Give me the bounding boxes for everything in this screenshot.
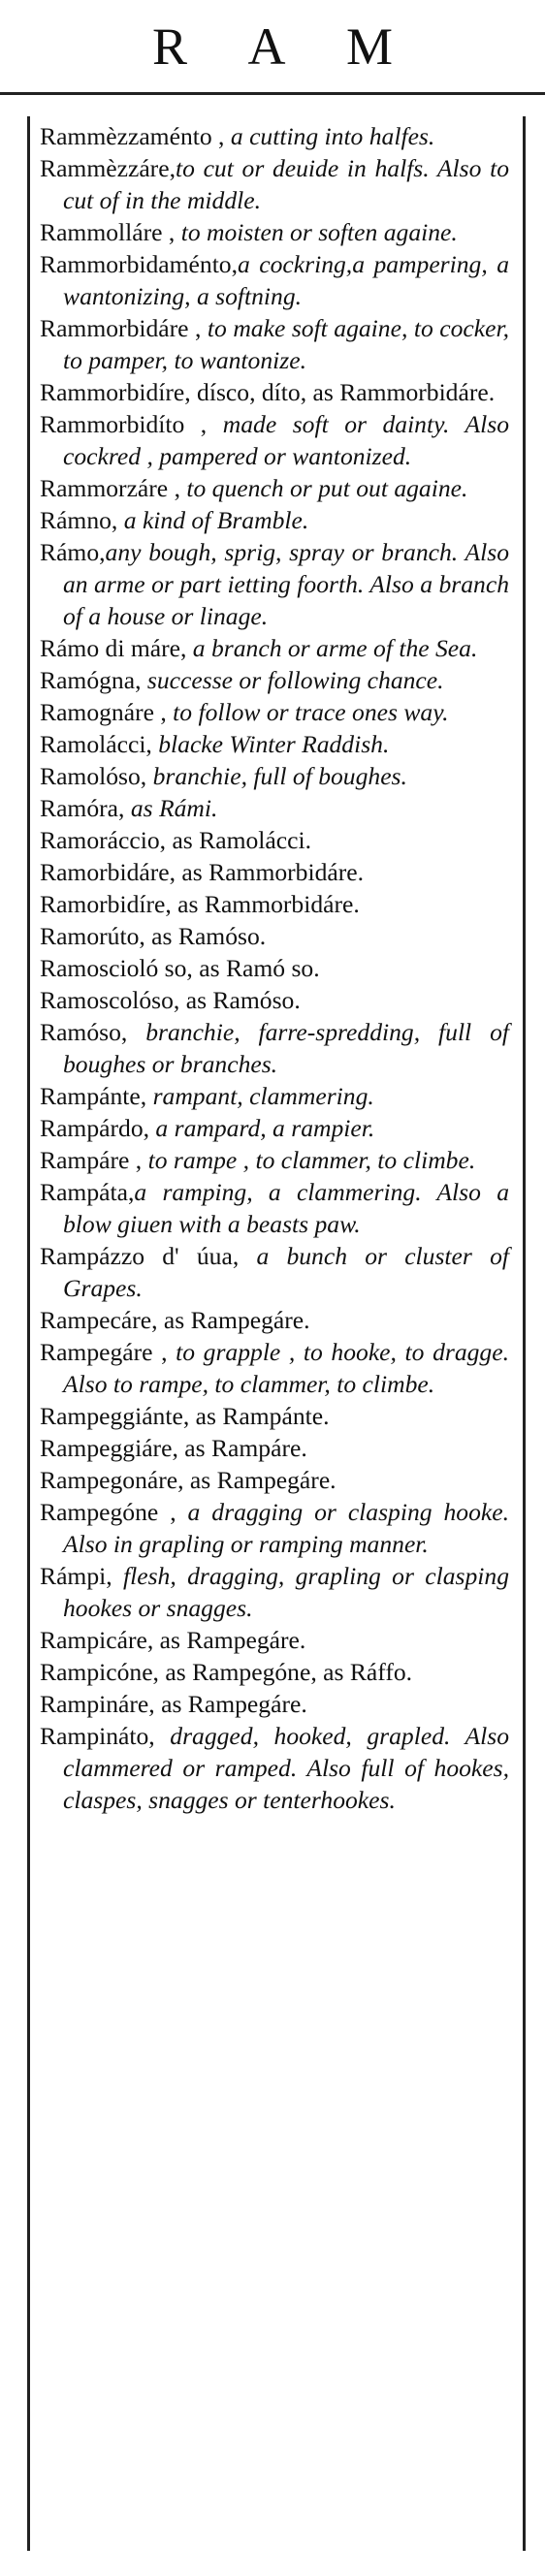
dictionary-entry [40,664,509,696]
entry-definition: to follow or trace ones way. [166,698,449,726]
entry-headword: Rampegáre , [40,1338,168,1366]
dictionary-entry [40,1720,509,1816]
entry-headword: Ramognáre , [40,698,167,726]
dictionary-entry [40,408,509,472]
entry-headword: Rámo, [40,538,106,566]
entry-headword: Rámo di máre, [40,634,187,662]
page-header [0,0,545,95]
entry-definition: a rampard, a rampier. [149,1114,375,1142]
dictionary-entry [40,1112,509,1144]
entry-headword: Rampázzo d' úua, [40,1242,240,1270]
entry-headword: Ramoráccio, as Ramolácci. [40,826,311,854]
dictionary-entry [40,248,509,312]
entry-headword: Rammorbidaménto, [40,250,239,278]
entry-definition: a bunch or cluster of Grapes. [63,1242,509,1302]
entry-headword: Ramorbidíre, as Rammorbidáre. [40,890,360,918]
dictionary-entry [40,1624,509,1656]
dictionary-entry [40,952,509,984]
entry-definition: to grapple , to hooke, to dragge. Also to rampe, to clammer, to climbe. [63,1338,509,1398]
entry-headword: Rammorzáre , [40,474,180,502]
entry-definition: a ramping, a clammering. Also a blow giuen with a beasts paw. [63,1178,509,1238]
dictionary-entry [40,1560,509,1624]
dictionary-entry [40,632,509,664]
entry-headword: Ramorúto, as Ramóso. [40,922,267,950]
dictionary-entry [40,152,509,216]
dictionary-entry [40,1464,509,1496]
entry-headword: Rammolláre , [40,218,176,246]
dictionary-entry [40,888,509,920]
entry-headword: Rampeggiáre, as Rampáre. [40,1434,307,1462]
dictionary-entry [40,1176,509,1240]
entry-definition: a branch or arme of the Sea. [186,634,478,662]
dictionary-entry [40,728,509,760]
dictionary-entry [40,984,509,1016]
entry-headword: Ramóso, [40,1018,128,1046]
entry-headword: Rampináre, as Rampegáre. [40,1690,307,1718]
entry-definition: a cutting into halfes. [224,122,435,150]
dictionary-entry [40,536,509,632]
entry-headword: Ramógna, [40,666,142,694]
entry-headword: Ramoscolóso, as Ramóso. [40,986,301,1014]
entry-headword: Rampegóne , [40,1498,176,1526]
entry-definition: a kind of Bramble. [117,506,309,534]
entry-definition: as Rámi. [124,794,218,822]
dictionary-entry [40,920,509,952]
entry-headword: Ramorbidáre, as Rammorbidáre. [40,858,365,886]
entry-definition: rampant, clammering. [146,1082,374,1110]
entry-headword: Rampáta, [40,1178,135,1206]
dictionary-entry [40,1144,509,1176]
dictionary-entry [40,1240,509,1304]
dictionary-entry [40,1400,509,1432]
entry-headword: Ramolácci, [40,730,152,758]
dictionary-entry [40,376,509,408]
entry-headword: Rámpi, [40,1562,112,1590]
dictionary-entry [40,120,509,152]
entry-definition: made soft or dainty. Also cockred , pampered or wantonized. [63,410,509,470]
entry-headword: Ramóra, [40,794,125,822]
entry-definition: branchie, full of boughes. [146,762,407,790]
entry-headword: Ramoscioló so, as Ramó so. [40,954,320,982]
dictionary-entry [40,792,509,824]
entry-headword: Rámno, [40,506,118,534]
dictionary-entry [40,472,509,504]
dictionary-entry [40,696,509,728]
entry-headword: Rammorbidíre, dísco, díto, as Rammorbidáre. [40,378,496,406]
dictionary-entry [40,1656,509,1688]
dictionary-entry [40,1336,509,1400]
entry-definition: a dragging or clasping hooke. Also in grapling or ramping manner. [63,1498,510,1558]
entry-headword: Rampicáre, as Rampegáre. [40,1626,306,1654]
entry-headword: Rampáre , [40,1146,143,1174]
dictionary-entry [40,1080,509,1112]
entry-headword: Rammorbidíto , [40,410,208,438]
entry-headword: Rampicóne, as Rampegóne, as Ráffo. [40,1658,413,1686]
dictionary-entry [40,216,509,248]
entry-definition: to cut or deuide in halfs. Also to cut of in the middle. [63,154,509,214]
entry-definition: blacke Winter Raddish. [151,730,390,758]
entry-definition: to make soft againe, to cocker, to pamper, to wantonize. [63,314,510,374]
dictionary-entry [40,1688,509,1720]
entry-headword: Rampánte, [40,1082,147,1110]
dictionary-entry [40,824,509,856]
dictionary-entry [40,504,509,536]
entry-headword: Rammèzzáre, [40,154,176,182]
dictionary-entry [40,760,509,792]
entry-headword: Rampegonáre, as Rampegáre. [40,1466,337,1494]
entry-definition: successe or following chance. [141,666,444,694]
entry-headword: Rampecáre, as Rampegáre. [40,1306,310,1334]
entry-headword: Ramolóso, [40,762,147,790]
entry-definition: any bough, sprig, spray or branch. Also an arme or part ietting foorth. Also a branch of a house or linage. [63,538,509,630]
entry-headword: Rammorbidáre , [40,314,202,342]
dictionary-entry [40,1016,509,1080]
entry-definition: to rampe , to clammer, to climbe. [142,1146,476,1174]
dictionary-entry [40,1496,509,1560]
running-head: R A M [151,16,419,76]
entry-definition: branchie, farre-spredding, full of boughes or branches. [63,1018,509,1078]
entry-definition: to moisten or soften againe. [175,218,458,246]
dictionary-entry [40,312,509,376]
entry-headword: Rampeggiánte, as Rampánte. [40,1402,330,1430]
entry-headword: Rampárdo, [40,1114,150,1142]
entry-headword: Rammèzzaménto , [40,122,225,150]
dictionary-entry [40,856,509,888]
entry-definition: dragged, hooked, grapled. Also clammered or ramped. Also full of hookes, claspes, snagges or tenterhookes. [63,1722,509,1814]
entry-definition: to quench or put out againe. [179,474,468,502]
dictionary-entry [40,1304,509,1336]
dictionary-entry [40,1432,509,1464]
entry-definition: flesh, dragging, grapling or clasping hookes or snagges. [63,1562,509,1622]
entry-headword: Rampináto, [40,1722,155,1750]
entry-definition: a cockring,a pampering, a wantonizing, a softning. [63,250,509,310]
entries-column [27,116,526,2551]
